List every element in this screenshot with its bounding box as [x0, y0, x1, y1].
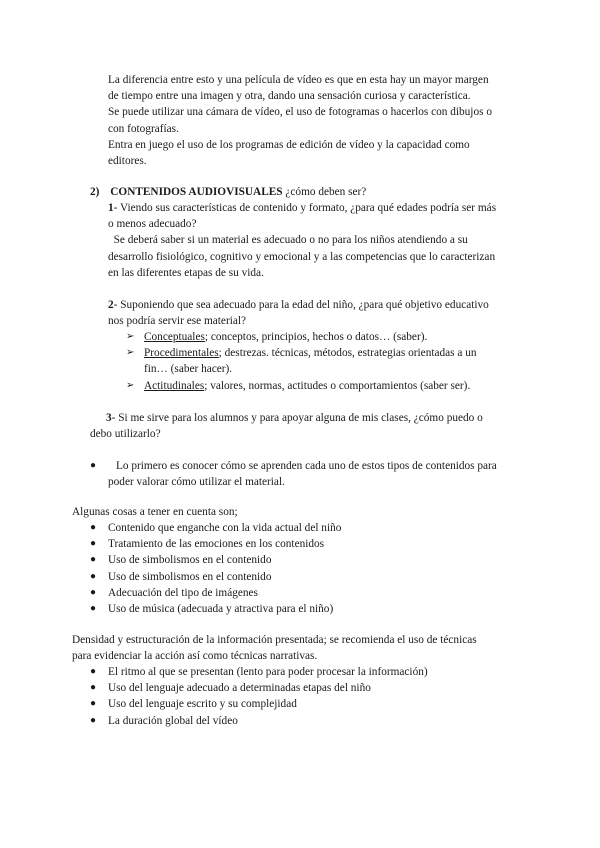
density-line: Densidad y estructuración de la información presentada; se recomienda el uso de técnicas: [72, 634, 477, 646]
list-item: [90, 585, 530, 601]
bullet-icon: ●: [90, 603, 97, 615]
density-line: para evidenciar la acción así como técnicas narrativas.: [72, 650, 318, 663]
list-item-text: Uso de música (adecuada y atractiva para el niño): [108, 603, 334, 616]
bullet-icon: ●: [90, 522, 97, 533]
section-number: 2): [90, 186, 100, 198]
question-text: o menos adecuado?: [108, 218, 197, 231]
question-text: - Viendo sus características de contenido y formato, ¿para qué edades podría ser más: [113, 202, 497, 214]
question-text: debo utilizarlo?: [90, 428, 161, 441]
list-item: [90, 713, 530, 729]
question-2: [108, 297, 489, 329]
bullet-icon: ●: [90, 586, 97, 598]
list-item-text: Uso de simbolismos en el contenido: [108, 554, 272, 567]
answer-text: Se deberá saber si un material es adecuado o no para los niños atendiendo a su: [108, 234, 468, 247]
density-list: [90, 664, 530, 729]
list-item: [90, 536, 530, 552]
bullet-icon: ●: [90, 682, 97, 694]
content-type-text: ; conceptos, principios, hechos o datos… (saber).: [204, 331, 428, 343]
considerations-heading: [72, 504, 238, 520]
intro-line: Entra en juego el uso de los programas de edición de vídeo y la capacidad como: [108, 138, 470, 151]
list-item-text: Uso del lenguaje adecuado a determinadas etapas del niño: [108, 682, 371, 695]
answer-text: desarrollo fisiológico, cognitivo y emocional y a las competencias que lo caracterizan: [108, 250, 496, 263]
bullet-icon: ●: [90, 666, 97, 677]
answer-text: poder valorar cómo utilizar el material.: [108, 476, 285, 489]
content-type-text: ; destrezas. técnicas, métodos, estrategias orientadas a un: [218, 347, 477, 360]
answer-3: [90, 458, 530, 490]
question-text: nos podría servir ese material?: [108, 315, 247, 328]
bullet-icon: ●: [90, 570, 97, 582]
question-number: 3: [106, 412, 112, 424]
content-type-term: Conceptuales: [144, 331, 205, 343]
answer-text: en las diferentes etapas de su vida.: [108, 266, 264, 279]
considerations-heading-text: Algunas cosas a tener en cuenta son;: [72, 506, 238, 518]
question-number: 1: [108, 202, 114, 214]
section-title: CONTENIDOS AUDIOVISUALES: [110, 186, 283, 198]
question-text: - Si me sirve para los alumnos y para apoyar alguna de mis clases, ¿cómo puedo o: [111, 412, 483, 424]
density-paragraph: [72, 632, 477, 664]
list-item: [90, 569, 530, 585]
section-heading: [90, 184, 366, 200]
list-item-text: La duración global del vídeo: [108, 714, 238, 727]
list-item: [90, 696, 530, 712]
list-item: [90, 458, 530, 490]
question-1: [108, 200, 496, 281]
arrow-bullet-icon: ➢: [126, 331, 135, 342]
list-item: [90, 552, 530, 568]
list-item: [126, 329, 526, 345]
list-item: [90, 680, 530, 696]
arrow-bullet-icon: ➢: [126, 347, 135, 359]
content-type-term: Actitudinales: [144, 379, 205, 392]
intro-line: La diferencia entre esto y una película de vídeo es que en esta hay un mayor margen: [108, 74, 489, 86]
list-item: [126, 378, 526, 394]
list-item: [90, 664, 530, 680]
list-item-text: Uso del lenguaje escrito y su complejidad: [108, 698, 297, 711]
list-item-text: Adecuación del tipo de imágenes: [108, 586, 258, 599]
list-item-text: Uso de simbolismos en el contenido: [108, 570, 272, 583]
question-3: [90, 410, 483, 442]
question-number: 2: [108, 299, 114, 311]
list-item: [126, 345, 526, 377]
intro-line: editores.: [108, 155, 147, 168]
question-text: - Suponiendo que sea adecuado para la edad del niño, ¿para qué objetivo educativo: [113, 299, 489, 311]
list-item: [90, 520, 530, 536]
answer-text: Lo primero es conocer cómo se aprenden cada uno de estos tipos de contenidos para: [116, 460, 497, 472]
content-type-text: fin… (saber hacer).: [144, 363, 233, 376]
list-item: [90, 601, 530, 617]
bullet-icon: ●: [90, 460, 97, 471]
considerations-list: [90, 520, 530, 617]
list-item-text: Tratamiento de las emociones en los contenidos: [108, 538, 325, 551]
content-type-text: ; valores, normas, actitudes o comportamientos (saber ser).: [204, 379, 471, 392]
list-item-text: Contenido que enganche con la vida actual del niño: [108, 522, 342, 534]
intro-line: Se puede utilizar una cámara de vídeo, el uso de fotogramas o hacerlos con dibujos o: [108, 106, 492, 119]
arrow-bullet-icon: ➢: [126, 379, 135, 391]
bullet-icon: ●: [90, 698, 97, 710]
content-types-list: [126, 329, 526, 394]
list-item-text: El ritmo al que se presentan (lento para poder procesar la información): [108, 666, 428, 678]
bullet-icon: ●: [90, 554, 97, 566]
section-title-suffix: ¿cómo deben ser?: [282, 186, 367, 198]
bullet-icon: ●: [90, 538, 97, 550]
content-type-term: Procedimentales: [144, 347, 219, 360]
intro-paragraph: [108, 72, 492, 169]
bullet-icon: ●: [90, 714, 97, 726]
intro-line: de tiempo entre una imagen y otra, dando una sensación curiosa y característica.: [108, 90, 471, 103]
intro-line: con fotografías.: [108, 122, 179, 135]
